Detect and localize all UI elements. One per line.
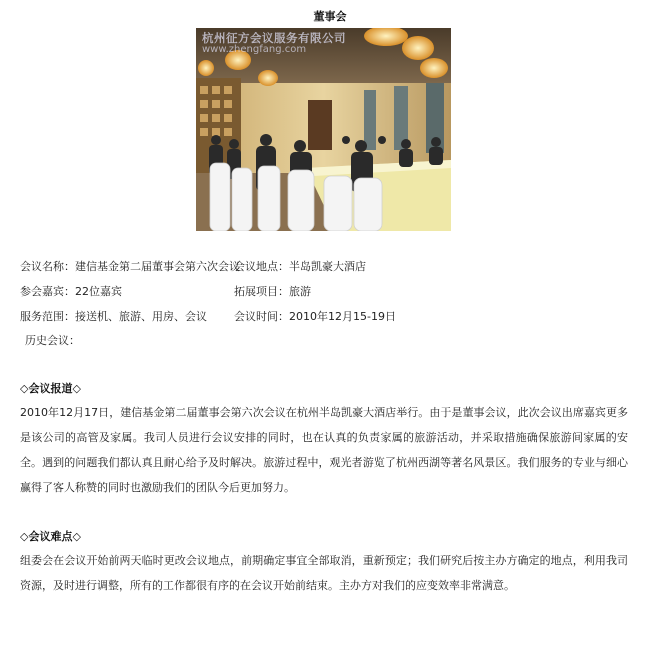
meeting-guests: 参会嘉宾：22位嘉宾 bbox=[20, 285, 122, 298]
photo-watermark-url: www.zhengfang.com bbox=[202, 44, 307, 55]
report-heading: ◇会议报道◇ bbox=[20, 382, 81, 395]
difficulty-heading: ◇会议难点◇ bbox=[20, 530, 81, 543]
meeting-extension: 拓展项目：旅游 bbox=[234, 285, 311, 298]
report-text: 2010年12月17日，建信基金第二届董事会第六次会议在杭州半岛凯豪大酒店举行。由于是董事会议，此次会议出席嘉宾更多是该公司的高管及家属。我司人员进行会议安排的同时，也在认真的负责家属的旅游活动，并采取措施确保旅游间家属的安全。遇到的问题我们都认真且耐心给予及时解决。旅游过程中，观光者游览了杭州西湖等著名风景区。我们服务的专业与细心赢得了客人称赞的同时也激励我们的团队今后更加努力。 bbox=[20, 406, 628, 494]
difficulty-text: 组委会在会议开始前两天临时更改会议地点，前期确定事宜全部取消，重新预定；我们研究后按主办方确定的地点，利用我司资源，及时进行调整，所有的工作都很有序的在会议开始前结束。主办方对我们的应变效率非常满意。 bbox=[20, 554, 628, 592]
photo-watermark: 杭州征方会议服务有限公司 bbox=[202, 31, 346, 45]
meeting-name: 会议名称：建信基金第二届董事会第六次会议 bbox=[20, 260, 240, 273]
history-meetings: 历史会议： bbox=[25, 334, 80, 347]
meeting-photo-illustration bbox=[196, 28, 451, 231]
meeting-time: 会议时间：2010年12月15-19日 bbox=[234, 310, 396, 323]
meeting-location: 会议地点：半岛凯豪大酒店 bbox=[234, 260, 366, 273]
meeting-photo bbox=[196, 28, 451, 231]
page-title: 董事会 bbox=[313, 10, 347, 23]
meeting-services: 服务范围：接送机、旅游、用房、会议 bbox=[20, 310, 207, 323]
